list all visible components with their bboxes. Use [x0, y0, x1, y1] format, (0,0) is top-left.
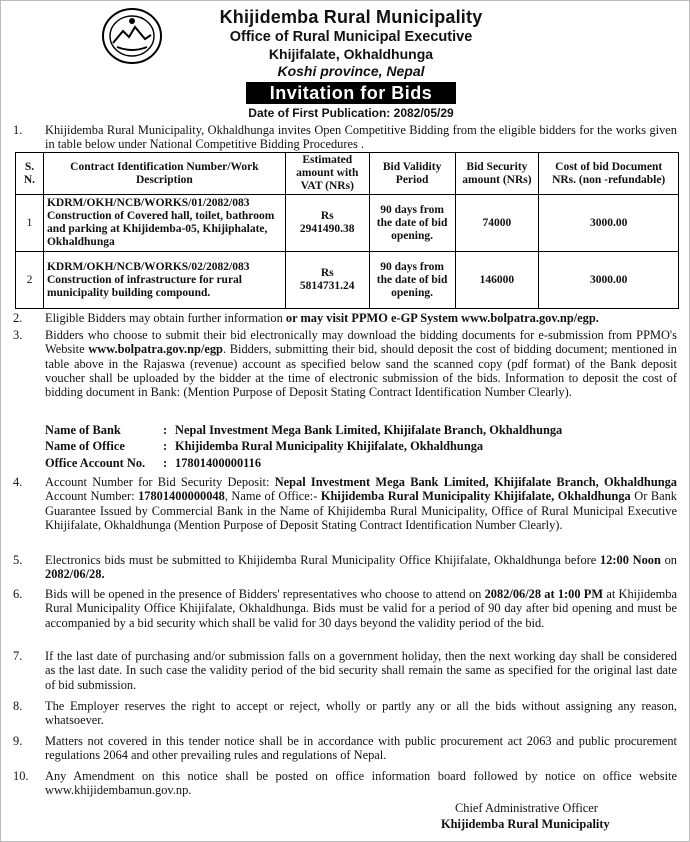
item-10-text: Any Amendment on this notice shall be posted on office information board followed by notice on office website www.khijidembamun.gov.np. [45, 769, 677, 798]
row-amount [285, 195, 369, 252]
bank-value: Nepal Investment Mega Bank Limited, Khijifalate Branch, Okhaldhunga [175, 423, 563, 437]
item-3-text [45, 328, 677, 399]
ppmo-link[interactable]: or may visit PPMO e-GP System www.bolpatra.gov.np/egp. [285, 311, 599, 325]
municipality-logo [101, 7, 163, 65]
item-number: 3. [13, 328, 23, 342]
amount-currency: Rs [320, 267, 334, 279]
item-4-bold: 17801400000048 [138, 489, 225, 504]
separator: : [163, 423, 168, 437]
notice-title: Invitation for Bids [246, 82, 456, 104]
amount-value: 2941490.38 [299, 223, 355, 235]
province: Koshi province, Nepal [277, 63, 425, 79]
item-number: 5. [13, 553, 23, 567]
item-7-text: If the last date of purchasing and/or submission falls on a government holiday, then the next working day shall be considered as the last date. In such case the validity period of the bid security shall remain the same as specified for the original last date of bid submission. [45, 649, 677, 692]
item-number: 1. [13, 123, 23, 137]
item-6-text [45, 587, 677, 630]
item-4-part: , Name of Office:- [224, 489, 321, 504]
row-sn: 1 [16, 195, 44, 252]
office-name-line [45, 439, 483, 453]
item-9-text: Matters not covered in this tender notice shall be in accordance with public procurement act 2063 and public procurement regulations 2064 and other prevailing rules and regulations of Nepal. [45, 734, 677, 763]
table-header: Bid Security amount (NRs) [455, 153, 539, 195]
bolpatra-link[interactable]: www.bolpatra.gov.np/egp [88, 342, 223, 357]
org-name: Khijidemba Rural Municipality [219, 7, 483, 27]
row-contract [43, 195, 285, 252]
office-value: Khijidemba Rural Municipality Khijifalate, Okhaldhunga [175, 439, 484, 453]
account-value: 17801400000116 [175, 456, 262, 470]
separator: : [163, 456, 168, 470]
contract-id: KDRM/OKH/NCB/WORKS/01/2082/083 [46, 197, 250, 209]
amount-currency: Rs [320, 210, 334, 222]
item-6-part: Bids will be opened in the presence of Bidders' representatives who choose to attend on [45, 587, 485, 601]
item-4-part: Account Number for Bid Security Deposit: [45, 475, 275, 489]
item-number: 2. [13, 311, 23, 325]
row-sn: 2 [16, 252, 44, 309]
item-3-part: Bidders who choose to submit their bid electronically may download the bidding documents for e-submission from PPMO's Website [45, 328, 677, 357]
item-2-part: Eligible Bidders may obtain further information [45, 311, 286, 325]
item-5-bold: 2082/06/28. [45, 567, 105, 582]
signatory-org: Khijidemba Rural Municipality [441, 817, 610, 831]
account-key: Office Account No. [45, 456, 146, 470]
table-row [16, 252, 679, 309]
item-4-bold: Khijidemba Rural Municipality Khijifalate, Okhaldhunga [320, 489, 631, 504]
item-2-text [45, 311, 677, 325]
bids-table [15, 152, 679, 309]
row-security: 146000 [455, 252, 539, 309]
separator: : [163, 439, 168, 453]
row-cost: 3000.00 [539, 252, 679, 309]
amount-value: 5814731.24 [299, 280, 355, 292]
contract-id: KDRM/OKH/NCB/WORKS/02/2082/083 [46, 260, 250, 273]
item-number: 9. [13, 734, 23, 748]
item-number: 7. [13, 649, 23, 663]
contract-desc: Construction of Covered hall, toilet, bathroom and parking at Khijidemba-05, Khijiphalate, Okhaldhunga [46, 210, 275, 248]
item-4-text [45, 475, 677, 532]
bank-name-line [45, 423, 562, 437]
item-5-part: Electronics bids must be submitted to Khijidemba Rural Municipality Office Khijifalate, Okhaldhunga before [45, 553, 600, 567]
office-name: Office of Rural Municipal Executive [229, 29, 473, 45]
table-header: Estimated amount with VAT (NRs) [285, 153, 369, 195]
row-validity: 90 days from the date of bid opening. [369, 252, 455, 309]
table-header-row [16, 153, 679, 195]
item-6-part: at Khijidemba Rural Municipality Office Khijifalate, Okhaldhunga. Bids must be valid for a period of 90 day after bid opening and must be accompanied by a bid security which shall be valid for 30 days beyond the validity period of the bid. [45, 587, 677, 630]
bank-key: Name of Bank [45, 423, 121, 437]
item-number: 6. [13, 587, 23, 601]
account-line [45, 456, 261, 470]
contract-desc: Construction of infrastructure for rural municipality building compound. [46, 273, 242, 299]
item-4-part: Account Number: [45, 489, 139, 504]
publication-date: Date of First Publication: 2082/05/29 [248, 106, 454, 120]
office-address: Khijifalate, Okhaldhunga [268, 46, 434, 62]
table-header: Cost of bid Document NRs. (non -refundable) [539, 153, 679, 195]
item-number: 8. [13, 699, 23, 713]
office-key: Name of Office [45, 439, 125, 453]
item-number: 4. [13, 475, 23, 489]
table-row [16, 195, 679, 252]
table-header: S. N. [16, 153, 44, 195]
table-header: Contract Identification Number/Work Description [43, 153, 285, 195]
item-5-part: on [660, 553, 677, 567]
signatory-title: Chief Administrative Officer [455, 801, 598, 815]
row-amount [285, 252, 369, 309]
row-cost: 3000.00 [539, 195, 679, 252]
item-3-part: . Bidders, submitting their bid, should deposit the cost of bidding document; mentioned in table above in the Rajaswa (revenue) account as specified below sand the scanned copy (pdf format) of the Bank deposit voucher shall be uploaded by the bidder at the time of electronic submission of the bids. Information to deposit the cost of bidding document in Bank: (Mention Purpose of Deposit Stating Contract Identification Number Clearly). [45, 342, 677, 400]
item-4-bold: Nepal Investment Mega Bank Limited, Khijifalate Branch, Okhaldhunga [274, 475, 677, 489]
row-security: 74000 [455, 195, 539, 252]
item-1-text: Khijidemba Rural Municipality, Okhaldhunga invites Open Competitive Bidding from the eligible bidders for the works given in table below under National Competitive Bidding Procedures . [45, 123, 677, 152]
item-6-bold: 2082/06/28 at 1:00 PM [484, 587, 604, 601]
row-validity: 90 days from the date of bid opening. [369, 195, 455, 252]
item-8-text: The Employer reserves the right to accept or reject, wholly or partly any or all the bids without assigning any reason, whatsoever. [45, 699, 677, 728]
item-number: 10. [13, 769, 29, 783]
row-contract [43, 252, 285, 309]
item-5-bold: 12:00 Noon [600, 553, 661, 567]
table-header: Bid Validity Period [369, 153, 455, 195]
item-4-part: Or Bank Guarantee Issued by Commercial Bank in the Name of Khijidemba Rural Municipality, Office of Rural Municipal Executive Khijifalate, Okhaldhunga (Mention Purpose of Deposit Stating Contract Identification Number Clearly). [45, 489, 677, 532]
item-5-text [45, 553, 677, 582]
